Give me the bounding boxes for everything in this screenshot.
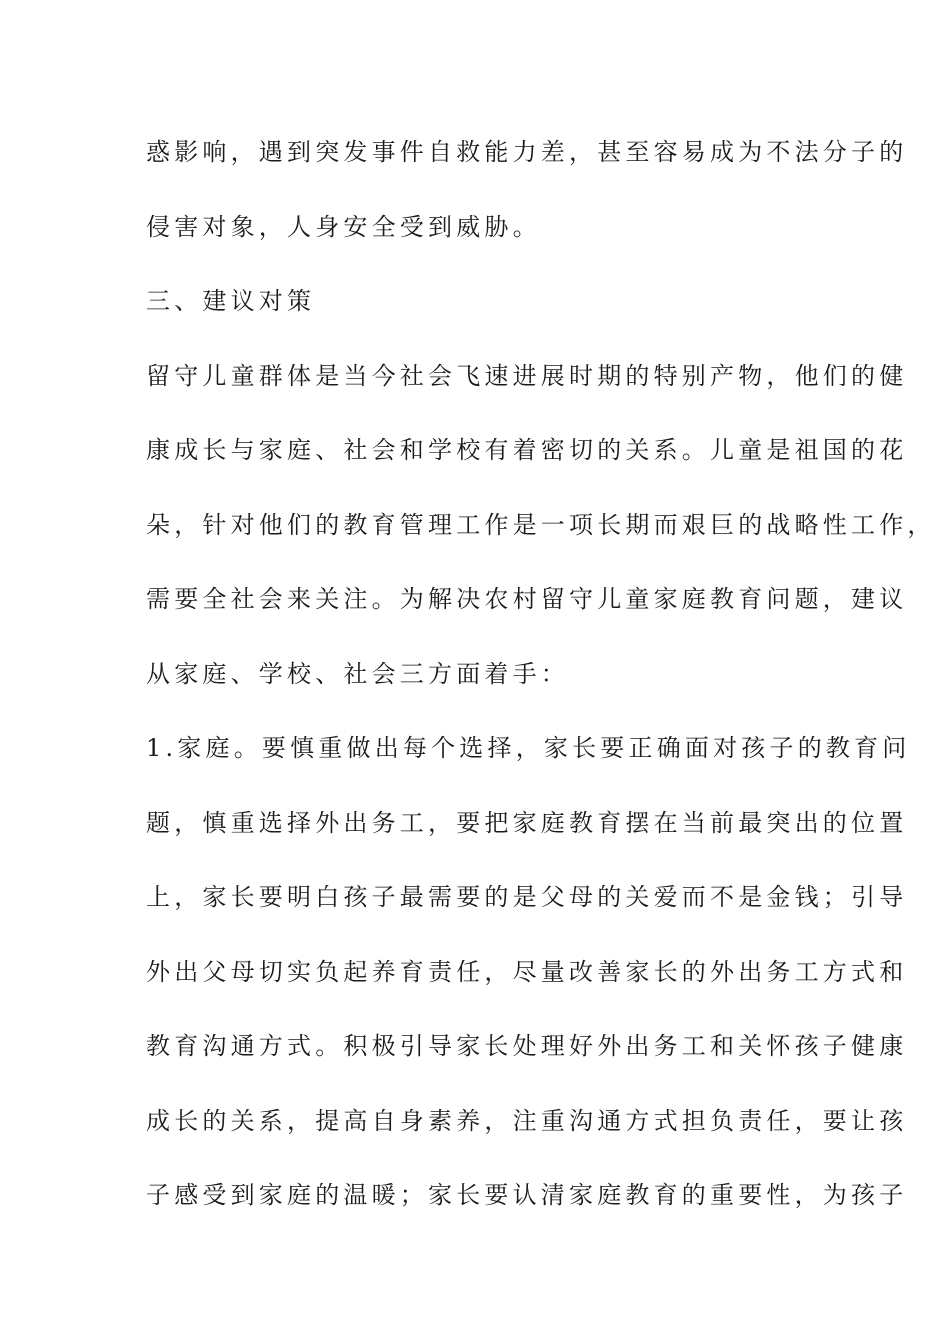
text-line: 侵害对象，人身安全受到威胁。 [146,212,541,241]
text-line: 惑影响，遇到突发事件自救能力差，甚至容易成为不法分子的 [146,138,908,166]
text-line: 康成长与家庭、社会和学校有着密切的关系。儿童是祖国的花 [146,436,908,464]
text-line: 题，慎重选择外出务工，要把家庭教育摆在当前最突出的位置 [146,808,908,837]
text-line: 子感受到家庭的温暖；家长要认清家庭教育的重要性，为孩子 [146,1181,908,1209]
text-line: 从家庭、学校、社会三方面着手： [146,659,569,688]
text-line: 教育沟通方式。积极引导家长处理好外出务工和关怀孩子健康 [146,1032,908,1060]
text-line: 朵，针对他们的教育管理工作是一项长期而艰巨的战略性工作， [146,510,936,539]
text-line: 1.家庭。要慎重做出每个选择，家长要正确面对孩子的教育问 [146,734,911,762]
section-heading: 三、建议对策 [146,287,316,315]
text-line: 留守儿童群体是当今社会飞速进展时期的特别产物，他们的健 [146,361,908,390]
text-line: 上，家长要明白孩子最需要的是父母的关爱而不是金钱；引导 [146,883,908,911]
text-line: 成长的关系，提高自身素养，注重沟通方式担负责任，要让孩 [146,1106,908,1135]
body-text [146,127,936,1245]
text-line: 需要全社会来关注。为解决农村留守儿童家庭教育问题，建议 [146,585,908,613]
text-line: 外出父母切实负起养育责任，尽量改善家长的外出务工方式和 [146,957,908,986]
